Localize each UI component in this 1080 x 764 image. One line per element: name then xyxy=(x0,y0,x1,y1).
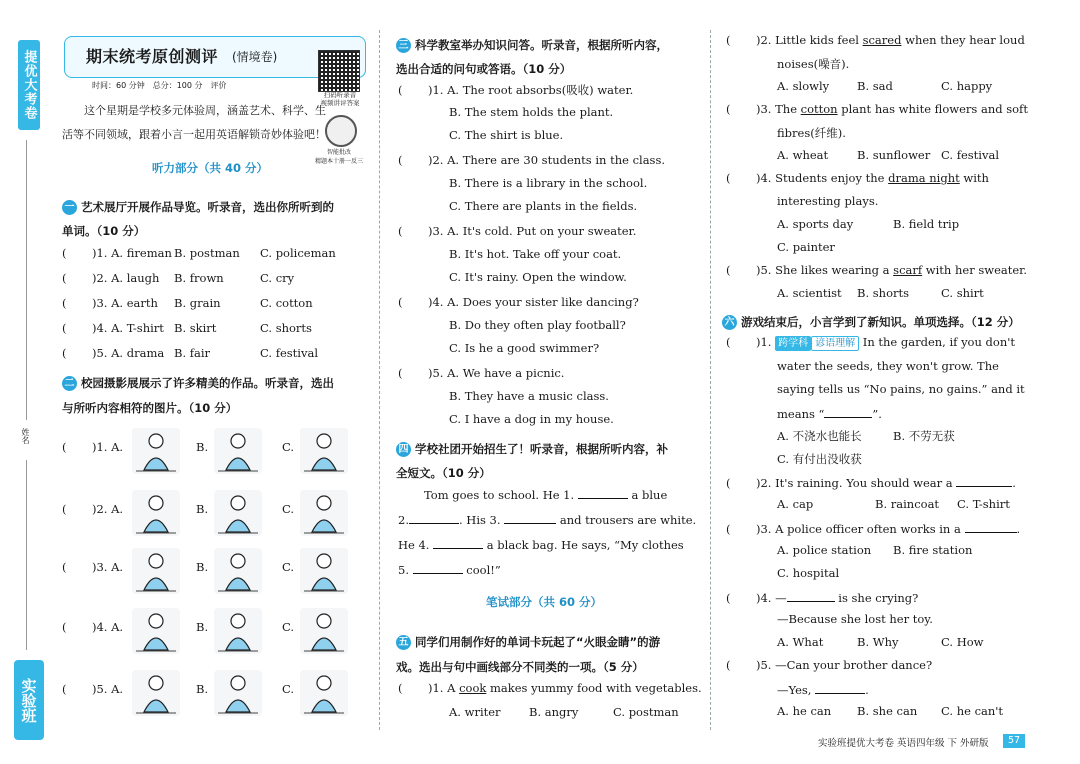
intro-line-2: 活等不同领域，跟着小言一起用英语解锁奇妙体验吧！ xyxy=(62,128,326,141)
s6-q4-line2: —Because she lost her toy. xyxy=(777,612,933,626)
house-scene-icon[interactable] xyxy=(132,490,180,536)
s1-question: ( )5. A. drama B. fair C. festival xyxy=(62,346,318,360)
option-c-label: C. xyxy=(282,682,295,696)
footer-text: 实验班提优大考卷 英语四年级 下 外研版 xyxy=(818,738,989,749)
sidebar-series-label: 实验班 xyxy=(14,660,44,740)
s5-q1: ( )1. A cook makes yummy food with vegetables. xyxy=(398,681,702,695)
option-b-label: B. xyxy=(196,502,209,516)
s3-question: ( )3. A. It's cold. Put on your sweater. xyxy=(398,224,637,238)
s3-question: ( )4. A. Does your sister like dancing? xyxy=(398,295,639,309)
s6-q1-line3: saying tells us “No pains, no gains.” and it xyxy=(777,382,1025,396)
passage-line-1: Tom goes to school. He 1. a blue xyxy=(424,488,668,502)
s6-q1: ( )1. 跨学科 谚语理解 In the garden, if you don't xyxy=(726,335,1016,349)
binding-line xyxy=(26,460,27,650)
answer-paren[interactable]: ( xyxy=(398,153,403,167)
running-kids-icon[interactable] xyxy=(214,428,262,474)
s5-q1-options: A. writer B. angry C. postman xyxy=(449,705,679,719)
page-title: 期末统考原创测评 xyxy=(86,47,219,66)
answer-paren[interactable]: ( xyxy=(726,33,731,47)
answer-paren[interactable]: ( xyxy=(726,102,731,116)
kids-playing-icon[interactable] xyxy=(214,490,262,536)
qr-code-icon[interactable] xyxy=(318,50,360,92)
s3-option-c: C. There are plants in the fields. xyxy=(449,199,638,213)
option-b-label: B. xyxy=(196,560,209,574)
kids-desk-icon[interactable] xyxy=(214,548,262,594)
answer-paren[interactable]: ( xyxy=(726,263,731,277)
s3-option-b: B. It's hot. Take off your coat. xyxy=(449,247,622,261)
section-4-title: 四 学校社团开始招生了！听录音，根据所听内容，补 xyxy=(396,437,668,461)
s2-question: ( )5. A. xyxy=(62,682,124,696)
section-5-title: 五 同学们用制作好的单词卡玩起了“火眼金睛”的游 xyxy=(396,630,660,654)
s6-q4-blank[interactable] xyxy=(787,589,835,602)
s2-question: ( )2. A. xyxy=(62,502,124,516)
s6-q4-options: A. What B. Why C. How xyxy=(777,635,984,649)
answer-paren[interactable]: ( xyxy=(62,620,67,634)
blank-2[interactable] xyxy=(409,511,459,524)
s3-option-c: C. It's rainy. Open the window. xyxy=(449,270,627,284)
s1-question: ( )4. A. T-shirt B. skirt C. shorts xyxy=(62,321,312,335)
answer-paren[interactable]: ( xyxy=(62,346,67,360)
blank-5[interactable] xyxy=(413,561,463,574)
s3-option-b: B. The stem holds the plant. xyxy=(449,105,614,119)
s5-question: ( )2. Little kids feel scared when they hear loud xyxy=(726,33,1025,47)
blank-4[interactable] xyxy=(433,536,483,549)
section-2-title-cont: 与所听内容相符的图片。（10 分） xyxy=(62,401,238,415)
s6-q3-option-c: C. hospital xyxy=(777,566,840,580)
qr-caption: 扫码听录音 视频讲评答案 xyxy=(320,91,360,107)
s3-option-b: B. There is a library in the school. xyxy=(449,176,648,190)
page-number: 57 xyxy=(1003,734,1025,748)
exam-meta: 时间：60 分钟 总分：100 分 评价 xyxy=(92,81,227,90)
section-2-title: 二 校园摄影展展示了许多精美的作品。听录音，选出 xyxy=(62,371,334,395)
s5-question-cont: noises(噪音). xyxy=(777,57,850,71)
s3-option-c: C. Is he a good swimmer? xyxy=(449,341,600,355)
answer-paren[interactable]: ( xyxy=(726,171,731,185)
girl-watering-icon[interactable] xyxy=(300,608,348,654)
answer-paren[interactable]: ( xyxy=(62,271,67,285)
option-b-label: B. xyxy=(196,682,209,696)
s6-q2-options: A. cap B. raincoat C. T-shirt xyxy=(777,497,1010,511)
s6-q4: ( )4. — is she crying? xyxy=(726,591,919,605)
classroom-icon[interactable] xyxy=(132,548,180,594)
sidebar-brand-label: 提优大考卷 xyxy=(18,40,40,130)
passage-line-4: 5. cool!” xyxy=(398,563,501,577)
answer-paren[interactable]: ( xyxy=(398,295,403,309)
s5-options: A. wheat B. sunflower C. festival xyxy=(777,148,999,162)
s6-q1-option-c: C. 有付出没收获 xyxy=(777,452,862,466)
boy-reading-icon[interactable] xyxy=(300,670,348,716)
s5-question-cont: fibres(纤维). xyxy=(777,126,846,140)
s3-option-c: C. The shirt is blue. xyxy=(449,128,564,142)
robot-icon[interactable] xyxy=(300,490,348,536)
s5-option-c: C. painter xyxy=(777,240,835,254)
section-4-title-cont: 全短文。（10 分） xyxy=(396,466,491,480)
cyclist-icon[interactable] xyxy=(214,608,262,654)
s3-question: ( )1. A. The root absorbs(吸收) water. xyxy=(398,83,634,97)
column-divider xyxy=(379,30,380,730)
s3-question: ( )5. A. We have a picnic. xyxy=(398,366,565,380)
playground-icon[interactable] xyxy=(300,428,348,474)
option-c-label: C. xyxy=(282,620,295,634)
s6-q5-line2: —Yes, . xyxy=(777,683,869,697)
answer-paren[interactable]: ( xyxy=(62,246,67,260)
name-label: 姓名 xyxy=(21,428,30,444)
s6-q3-options: A. police station B. fire station xyxy=(777,543,973,557)
answer-paren[interactable]: ( xyxy=(62,502,67,516)
s5-question-cont: interesting plays. xyxy=(777,194,879,208)
column-divider xyxy=(710,30,711,730)
s6-q3-blank[interactable] xyxy=(965,520,1017,533)
answer-paren[interactable]: ( xyxy=(62,682,67,696)
s2-question: ( )4. A. xyxy=(62,620,124,634)
s6-q1-line4: means “ ”. xyxy=(777,407,882,421)
section-3-title-cont: 选出合适的问句或答语。（10 分） xyxy=(396,62,572,76)
s5-options: A. sports day B. field trip xyxy=(777,217,960,231)
s6-q1-blank[interactable] xyxy=(824,405,872,418)
answer-paren[interactable]: ( xyxy=(62,321,67,335)
section-1-title-cont: 单词。（10 分） xyxy=(62,224,146,238)
s5-question: ( )4. Students enjoy the drama night with xyxy=(726,171,989,185)
s2-question: ( )1. A. xyxy=(62,440,124,454)
answer-paren[interactable]: ( xyxy=(62,296,67,310)
s3-option-b: B. They have a music class. xyxy=(449,389,609,403)
smart-grading-icon xyxy=(325,115,357,147)
listening-header: 听力部分（共 40 分） xyxy=(152,161,269,175)
answer-paren[interactable]: ( xyxy=(398,83,403,97)
passage-line-3: He 4. a black bag. He says, “My clothes xyxy=(398,538,684,552)
s1-question: ( )3. A. earth B. grain C. cotton xyxy=(62,296,313,310)
art-class-icon[interactable] xyxy=(300,548,348,594)
badge-caption: 智能批改 精题本十册一反三 xyxy=(314,149,363,165)
piano-icon[interactable] xyxy=(132,608,180,654)
s3-question: ( )2. A. There are 30 students in the class. xyxy=(398,153,666,167)
s2-question: ( )3. A. xyxy=(62,560,124,574)
answer-paren[interactable]: ( xyxy=(62,440,67,454)
answer-paren[interactable]: ( xyxy=(398,224,403,238)
s5-options: A. scientist B. shorts C. shirt xyxy=(777,286,984,300)
s3-option-c: C. I have a dog in my house. xyxy=(449,412,614,426)
blank-1[interactable] xyxy=(578,486,628,499)
s5-question: ( )5. She likes wearing a scarf with her sweater. xyxy=(726,263,1028,277)
boy-plant-icon[interactable] xyxy=(214,670,262,716)
s6-q5-options: A. he can B. she can C. he can't xyxy=(777,704,1004,718)
s6-q2-blank[interactable] xyxy=(956,474,1012,487)
writing-header: 笔试部分（共 60 分） xyxy=(486,595,603,609)
s1-question: ( )1. A. fireman B. postman C. policeman xyxy=(62,246,336,260)
s6-q1-line2: water the seeds, they won't grow. The xyxy=(777,359,999,373)
s5-options: A. slowly B. sad C. happy xyxy=(777,79,993,93)
blank-3[interactable] xyxy=(504,511,556,524)
section-6-title: 六 游戏结束后，小言学到了新知识。单项选择。（12 分） xyxy=(722,310,1020,334)
section-5-title-cont: 戏。选出与句中画线部分不同类的一项。（5 分） xyxy=(396,660,644,674)
answer-paren[interactable]: ( xyxy=(62,560,67,574)
s6-q5-blank[interactable] xyxy=(815,681,865,694)
binding-line xyxy=(26,140,27,420)
answer-paren[interactable]: ( xyxy=(398,366,403,380)
section-1-title: 一 艺术展厅开展作品导览。听录音，选出你所听到的 xyxy=(62,195,334,219)
s6-q1-options: A. 不浇水也能长 B. 不劳无获 xyxy=(777,429,955,443)
shadow-scene-icon[interactable] xyxy=(132,428,180,474)
option-c-label: C. xyxy=(282,440,295,454)
option-c-label: C. xyxy=(282,560,295,574)
section-3-title: 三 科学教室举办知识问答。听录音，根据所听内容， xyxy=(396,33,668,57)
page-subtitle: (情境卷) xyxy=(232,50,278,64)
s6-q3: ( )3. A police officer often works in a . xyxy=(726,522,1021,536)
s1-question: ( )2. A. laugh B. frown C. cry xyxy=(62,271,295,285)
option-b-label: B. xyxy=(196,440,209,454)
intro-line-1: 这个星期是学校多元体验周，涵盖艺术、科学、生 xyxy=(84,104,326,117)
boy-kite-icon[interactable] xyxy=(132,670,180,716)
s3-option-b: B. Do they often play football? xyxy=(449,318,626,332)
passage-line-2: 2. . His 3. and trousers are white. xyxy=(398,513,697,527)
s6-q2: ( )2. It's raining. You should wear a . xyxy=(726,476,1016,490)
option-c-label: C. xyxy=(282,502,295,516)
s5-question: ( )3. The cotton plant has white flowers and soft xyxy=(726,102,1028,116)
s6-q5: ( )5. —Can your brother dance? xyxy=(726,658,933,672)
option-b-label: B. xyxy=(196,620,209,634)
